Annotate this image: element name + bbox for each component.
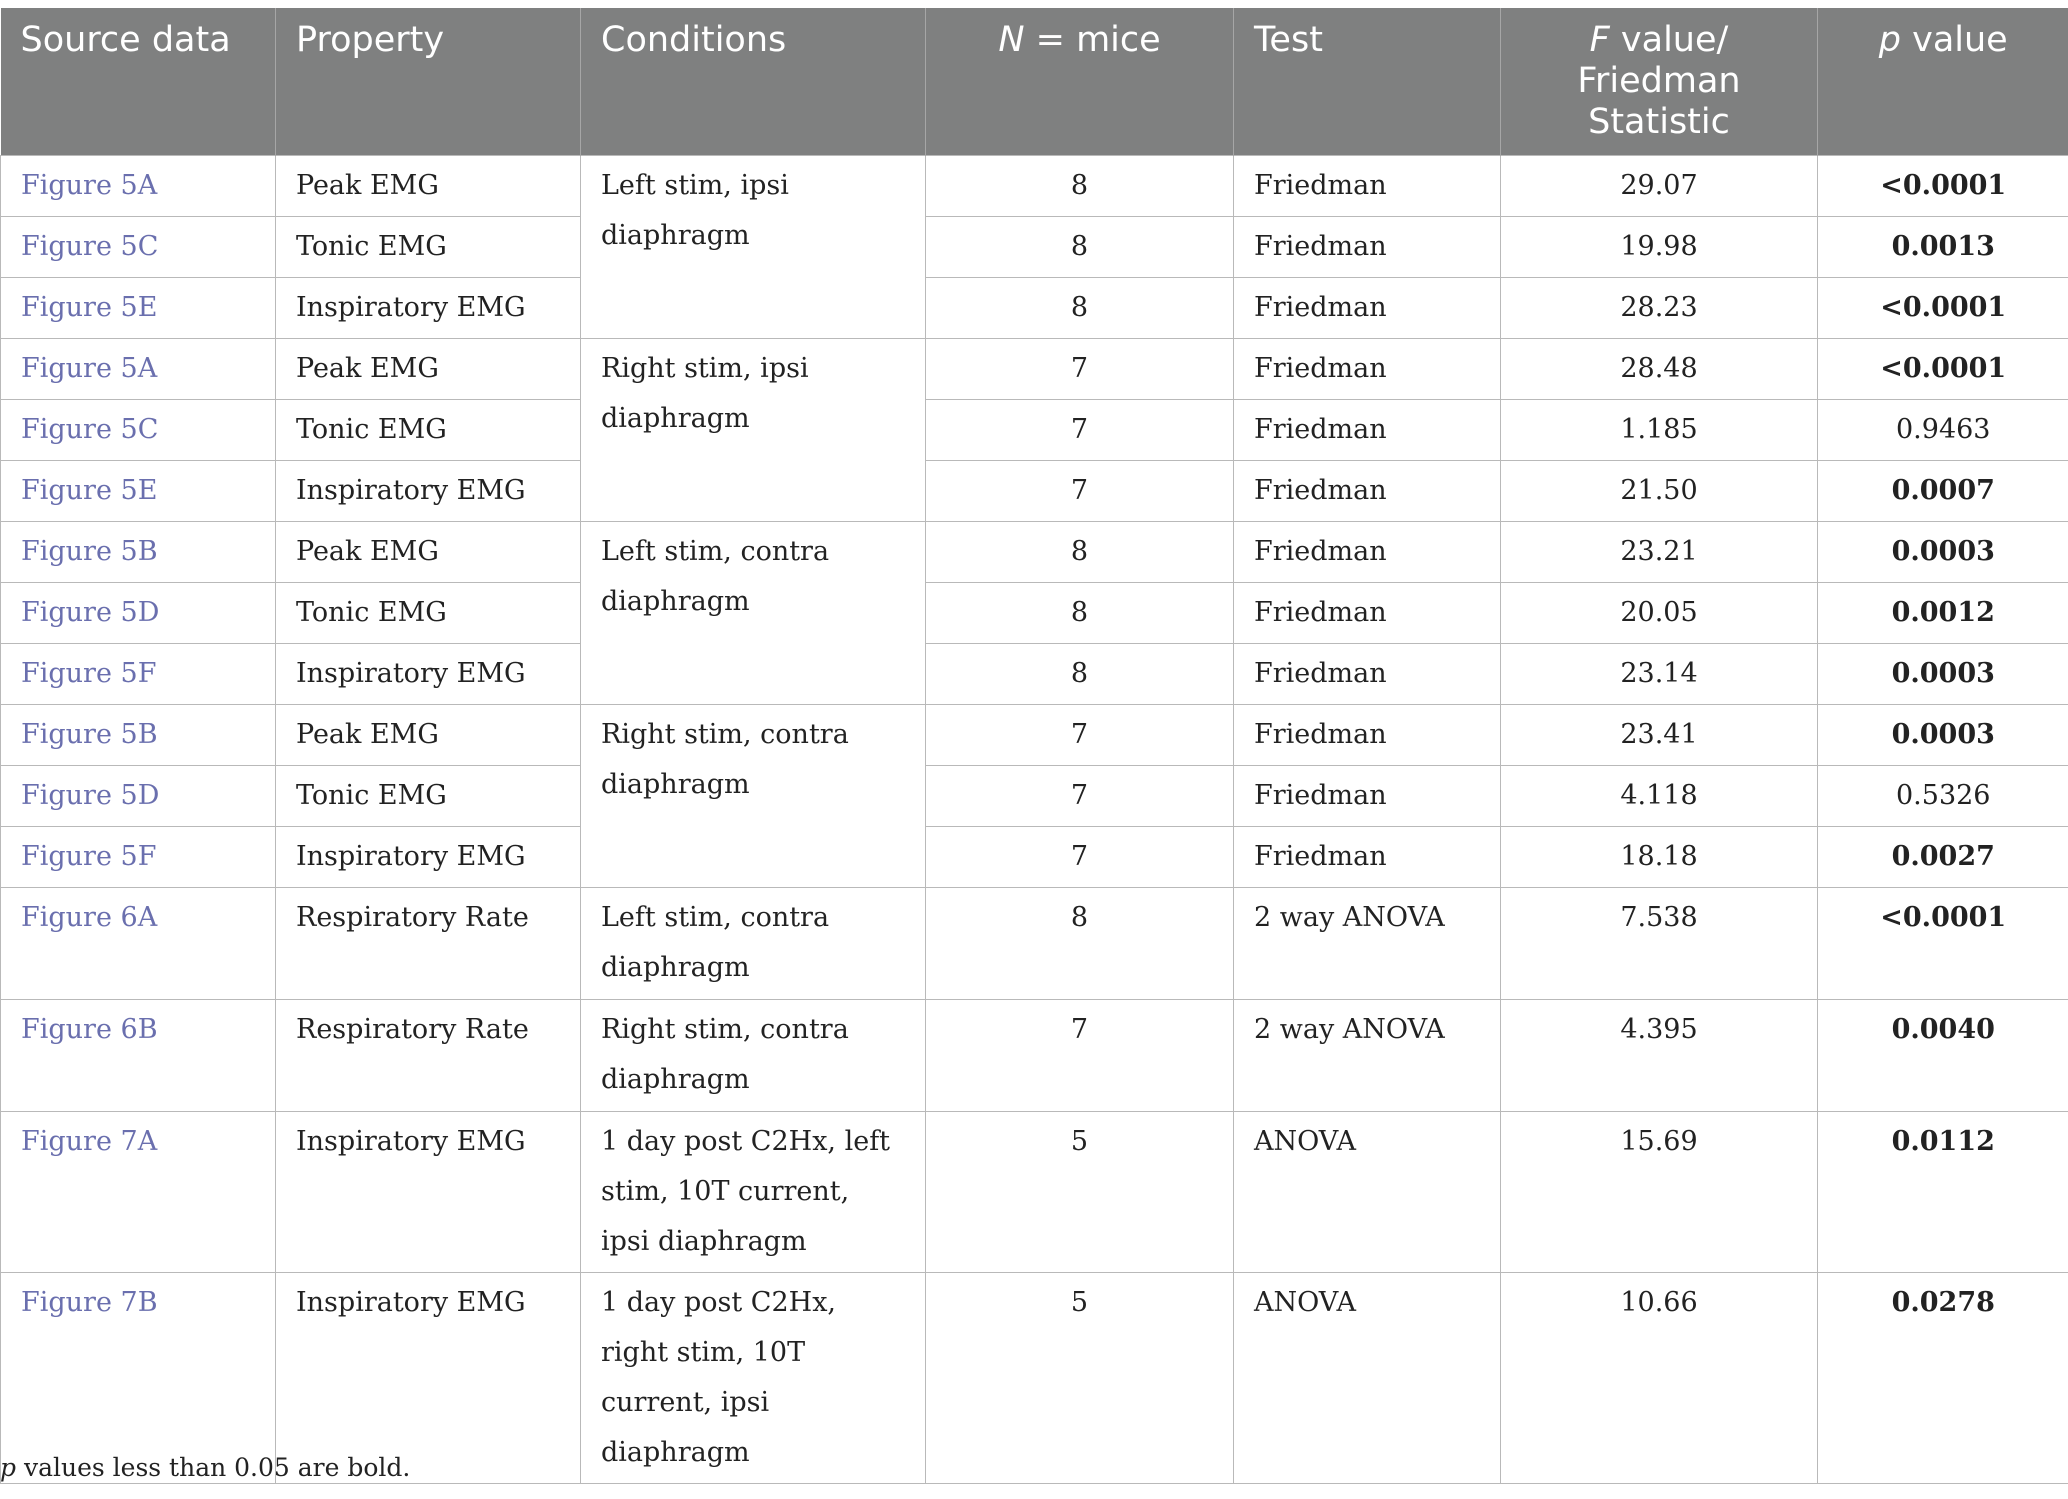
table-row [1, 583, 2068, 644]
p-cell: 0.0003 [1818, 522, 2068, 583]
p-cell: 0.0007 [1818, 461, 2068, 522]
f-cell: 15.69 [1501, 1112, 1818, 1273]
source-link[interactable]: Figure 7A [1, 1112, 276, 1273]
table-row [1, 339, 2068, 400]
p-cell: 0.0013 [1818, 217, 2068, 278]
n-cell: 8 [926, 522, 1234, 583]
header-source-data: Source data [1, 8, 276, 156]
f-cell: 23.21 [1501, 522, 1818, 583]
test-cell: Friedman [1234, 644, 1501, 705]
f-cell: 1.185 [1501, 400, 1818, 461]
table-row [1, 644, 2068, 705]
table-row [1, 278, 2068, 339]
conditions-cell: Right stim, contra diaphragm [581, 1000, 926, 1112]
f-cell: 29.07 [1501, 156, 1818, 217]
table-row [1, 400, 2068, 461]
source-link[interactable]: Figure 5D [1, 766, 276, 827]
test-cell: ANOVA [1234, 1273, 1501, 1484]
header-row [1, 8, 2068, 156]
test-cell: Friedman [1234, 461, 1501, 522]
f-cell: 4.118 [1501, 766, 1818, 827]
conditions-cell: Left stim, contra diaphragm [581, 522, 926, 705]
conditions-cell: Left stim, contra diaphragm [581, 888, 926, 1000]
n-cell: 7 [926, 705, 1234, 766]
p-cell: 0.0027 [1818, 827, 2068, 888]
n-cell: 8 [926, 583, 1234, 644]
test-cell: 2 way ANOVA [1234, 888, 1501, 1000]
n-cell: 7 [926, 827, 1234, 888]
property-cell: Peak EMG [276, 705, 581, 766]
property-cell: Tonic EMG [276, 400, 581, 461]
p-cell: 0.0112 [1818, 1112, 2068, 1273]
source-link[interactable]: Figure 6B [1, 1000, 276, 1112]
source-link[interactable]: Figure 5B [1, 522, 276, 583]
n-cell: 8 [926, 156, 1234, 217]
n-cell: 7 [926, 461, 1234, 522]
table-container [0, 8, 2068, 1484]
conditions-cell: 1 day post C2Hx, left stim, 10T current, ipsi diaphragm [581, 1112, 926, 1273]
header-conditions: Conditions [581, 8, 926, 156]
p-cell: <0.0001 [1818, 278, 2068, 339]
source-link[interactable]: Figure 5A [1, 339, 276, 400]
source-link[interactable]: Figure 5E [1, 461, 276, 522]
p-cell: 0.0278 [1818, 1273, 2068, 1484]
test-cell: ANOVA [1234, 1112, 1501, 1273]
test-cell: Friedman [1234, 705, 1501, 766]
n-cell: 5 [926, 1112, 1234, 1273]
table-row [1, 827, 2068, 888]
f-cell: 7.538 [1501, 888, 1818, 1000]
source-link[interactable]: Figure 7B [1, 1273, 276, 1484]
header-f-value: F value/ Friedman Statistic [1501, 8, 1818, 156]
table-row [1, 461, 2068, 522]
test-cell: Friedman [1234, 583, 1501, 644]
property-cell: Respiratory Rate [276, 1000, 581, 1112]
n-cell: 7 [926, 766, 1234, 827]
n-cell: 8 [926, 644, 1234, 705]
test-cell: Friedman [1234, 522, 1501, 583]
f-cell: 23.41 [1501, 705, 1818, 766]
n-cell: 8 [926, 888, 1234, 1000]
f-cell: 28.48 [1501, 339, 1818, 400]
test-cell: Friedman [1234, 766, 1501, 827]
p-cell: 0.0012 [1818, 583, 2068, 644]
p-cell: 0.0003 [1818, 644, 2068, 705]
source-link[interactable]: Figure 5C [1, 217, 276, 278]
f-cell: 23.14 [1501, 644, 1818, 705]
p-cell: <0.0001 [1818, 339, 2068, 400]
p-cell: 0.5326 [1818, 766, 2068, 827]
source-link[interactable]: Figure 5B [1, 705, 276, 766]
table-row [1, 217, 2068, 278]
test-cell: Friedman [1234, 339, 1501, 400]
property-cell: Inspiratory EMG [276, 461, 581, 522]
f-cell: 4.395 [1501, 1000, 1818, 1112]
table-row [1, 1273, 2068, 1484]
header-p-value: p value [1818, 8, 2068, 156]
p-cell: <0.0001 [1818, 156, 2068, 217]
property-cell: Peak EMG [276, 339, 581, 400]
n-cell: 7 [926, 339, 1234, 400]
source-link[interactable]: Figure 5C [1, 400, 276, 461]
header-n-mice: N = mice [926, 8, 1234, 156]
source-link[interactable]: Figure 5E [1, 278, 276, 339]
n-cell: 7 [926, 1000, 1234, 1112]
p-cell: 0.9463 [1818, 400, 2068, 461]
table-row [1, 1112, 2068, 1273]
header-property: Property [276, 8, 581, 156]
property-cell: Inspiratory EMG [276, 1112, 581, 1273]
source-link[interactable]: Figure 6A [1, 888, 276, 1000]
property-cell: Inspiratory EMG [276, 278, 581, 339]
conditions-cell: 1 day post C2Hx, right stim, 10T current, ipsi diaphragm [581, 1273, 926, 1484]
n-cell: 7 [926, 400, 1234, 461]
f-cell: 19.98 [1501, 217, 1818, 278]
test-cell: Friedman [1234, 156, 1501, 217]
p-cell: <0.0001 [1818, 888, 2068, 1000]
table-row [1, 766, 2068, 827]
conditions-cell: Right stim, ipsi diaphragm [581, 339, 926, 522]
property-cell: Inspiratory EMG [276, 1273, 581, 1484]
source-link[interactable]: Figure 5F [1, 827, 276, 888]
f-cell: 10.66 [1501, 1273, 1818, 1484]
n-cell: 8 [926, 217, 1234, 278]
table-row [1, 156, 2068, 217]
test-cell: Friedman [1234, 217, 1501, 278]
table-row [1, 705, 2068, 766]
test-cell: Friedman [1234, 827, 1501, 888]
property-cell: Tonic EMG [276, 217, 581, 278]
property-cell: Peak EMG [276, 156, 581, 217]
property-cell: Tonic EMG [276, 766, 581, 827]
p-cell: 0.0040 [1818, 1000, 2068, 1112]
statistics-table [0, 8, 2068, 1484]
conditions-cell: Right stim, contra diaphragm [581, 705, 926, 888]
test-cell: Friedman [1234, 278, 1501, 339]
table-row [1, 888, 2068, 1000]
f-cell: 18.18 [1501, 827, 1818, 888]
test-cell: 2 way ANOVA [1234, 1000, 1501, 1112]
f-cell: 28.23 [1501, 278, 1818, 339]
conditions-cell: Left stim, ipsi diaphragm [581, 156, 926, 339]
source-link[interactable]: Figure 5D [1, 583, 276, 644]
p-cell: 0.0003 [1818, 705, 2068, 766]
property-cell: Peak EMG [276, 522, 581, 583]
test-cell: Friedman [1234, 400, 1501, 461]
source-link[interactable]: Figure 5F [1, 644, 276, 705]
source-link[interactable]: Figure 5A [1, 156, 276, 217]
table-row [1, 522, 2068, 583]
table-row [1, 1000, 2068, 1112]
n-cell: 8 [926, 278, 1234, 339]
property-cell: Inspiratory EMG [276, 827, 581, 888]
header-test: Test [1234, 8, 1501, 156]
f-cell: 21.50 [1501, 461, 1818, 522]
property-cell: Inspiratory EMG [276, 644, 581, 705]
property-cell: Tonic EMG [276, 583, 581, 644]
table-footnote: p values less than 0.05 are bold. [0, 1453, 411, 1482]
n-cell: 5 [926, 1273, 1234, 1484]
property-cell: Respiratory Rate [276, 888, 581, 1000]
f-cell: 20.05 [1501, 583, 1818, 644]
